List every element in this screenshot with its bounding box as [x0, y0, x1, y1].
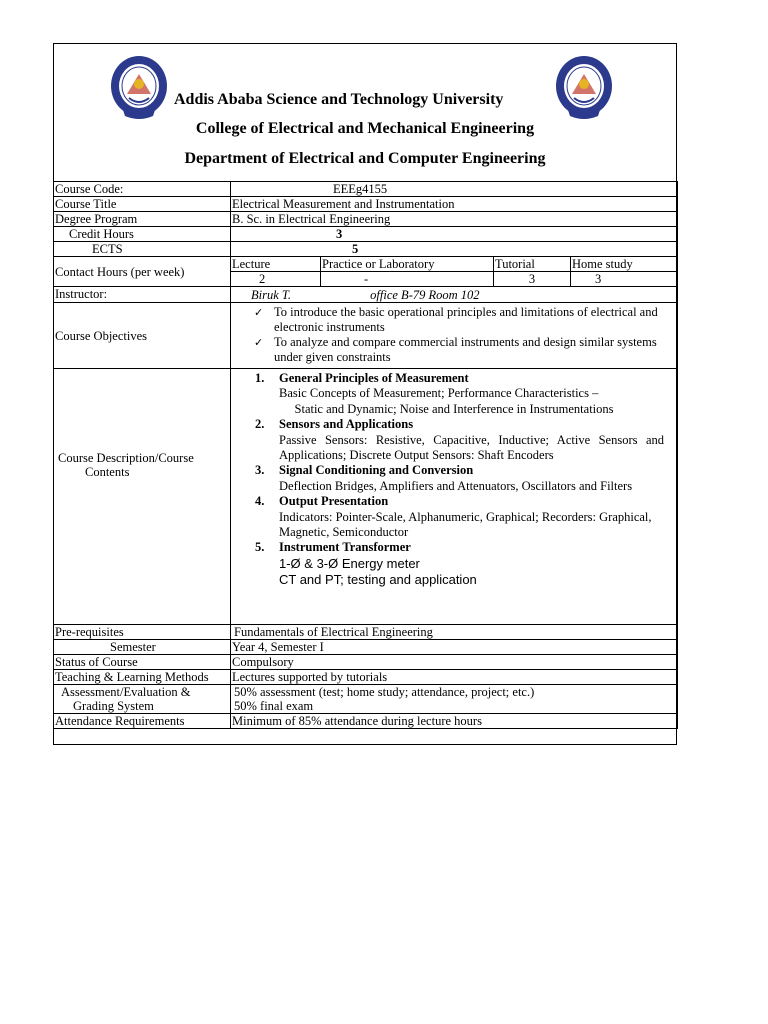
table-row — [54, 714, 678, 729]
contact-header-lecture: Lecture — [231, 257, 321, 272]
table-row — [54, 257, 678, 272]
contact-hours-label: Contact Hours (per week) — [54, 257, 231, 287]
degree-program-label: Degree Program — [54, 212, 231, 227]
instructor-office: office B-79 Room 102 — [370, 288, 480, 302]
course-title-label: Course Title — [54, 197, 231, 212]
course-info-table — [53, 181, 678, 729]
department-name: Department of Electrical and Computer Engineering — [184, 150, 546, 167]
table-row — [54, 287, 678, 303]
assessment-value: 50% assessment (test; home study; attendance, project; etc.) 50% final exam — [231, 685, 678, 714]
course-code-label: Course Code: — [54, 182, 231, 197]
degree-program-value: B. Sc. in Electrical Engineering — [231, 212, 678, 227]
college-name: College of Electrical and Mechanical Engineering — [195, 120, 535, 137]
table-row — [54, 369, 678, 625]
ects-value: 5 — [231, 242, 678, 257]
prerequisites-value: Fundamentals of Electrical Engineering — [231, 625, 678, 640]
table-row — [54, 242, 678, 257]
table-row — [54, 212, 678, 227]
contact-header-practice: Practice or Laboratory — [321, 257, 494, 272]
university-seal-icon — [109, 54, 169, 120]
table-row — [54, 670, 678, 685]
contact-value-tutorial: 3 — [494, 272, 571, 287]
course-objectives-label: Course Objectives — [54, 303, 231, 369]
contact-header-tutorial: Tutorial — [494, 257, 571, 272]
table-row — [54, 227, 678, 242]
list-item: 5. Instrument Transformer 1-Ø & 3-Ø Energy meter CT and PT; testing and application — [255, 540, 477, 587]
document-header — [54, 44, 676, 182]
status-label: Status of Course — [54, 655, 231, 670]
list-item: ✓ To introduce the basic operational principles and limitations of electrical and electronic instruments — [254, 305, 658, 334]
table-row — [54, 625, 678, 640]
list-item: 1. General Principles of Measurement Basic Concepts of Measurement; Performance Characteristics – Static and Dynamic; Noise and Interference in Instrumentations — [255, 371, 614, 416]
course-syllabus-document — [53, 43, 677, 745]
list-item: 2. Sensors and Applications Passive Sensors: Resistive, Capacitive, Inductive; Active Sensors and Applications; Discrete Output Sensors: Shaft Encoders — [255, 417, 665, 463]
instructor-value — [231, 287, 678, 303]
status-value: Compulsory — [231, 655, 678, 670]
attendance-value: Minimum of 85% attendance during lecture hours — [231, 714, 678, 729]
course-objectives-list — [231, 303, 678, 369]
course-title-value: Electrical Measurement and Instrumentation — [231, 197, 678, 212]
table-row — [54, 303, 678, 369]
teaching-methods-value: Lectures supported by tutorials — [231, 670, 678, 685]
table-row — [54, 685, 678, 714]
contact-value-practice: - — [321, 272, 494, 287]
list-item: 3. Signal Conditioning and Conversion Deflection Bridges, Amplifiers and Attenuators, Oscillators and Filters — [255, 463, 633, 493]
contact-value-home-study: 3 — [571, 272, 678, 287]
list-item: 4. Output Presentation Indicators: Pointer-Scale, Alphanumeric, Graphical; Recorders: Graphical, Magnetic, Semiconductor — [255, 494, 652, 540]
check-mark-icon: ✓ — [254, 306, 264, 319]
assessment-label: Assessment/Evaluation & Grading System — [54, 685, 231, 714]
contact-value-lecture: 2 — [231, 272, 321, 287]
attendance-label: Attendance Requirements — [54, 714, 231, 729]
credit-hours-label: Credit Hours — [54, 227, 231, 242]
list-item: ✓ To analyze and compare commercial instruments and design similar systems under given constraints — [254, 335, 657, 364]
semester-label: Semester — [54, 640, 231, 655]
table-row — [54, 182, 678, 197]
teaching-methods-label: Teaching & Learning Methods — [54, 670, 231, 685]
university-seal-icon — [554, 54, 614, 120]
course-code-value: EEEg4155 — [231, 182, 678, 197]
prerequisites-label: Pre-requisites — [54, 625, 231, 640]
credit-hours-value: 3 — [231, 227, 678, 242]
university-name: Addis Ababa Science and Technology University — [174, 91, 504, 108]
table-row — [54, 655, 678, 670]
course-description-label: Course Description/Course Contents — [54, 369, 231, 625]
table-row — [54, 197, 678, 212]
ects-label: ECTS — [54, 242, 231, 257]
table-row — [54, 640, 678, 655]
instructor-name: Biruk T. — [251, 288, 292, 302]
semester-value: Year 4, Semester I — [231, 640, 678, 655]
course-contents-list — [231, 369, 678, 625]
instructor-label: Instructor: — [54, 287, 231, 303]
contact-header-home-study: Home study — [571, 257, 678, 272]
check-mark-icon: ✓ — [254, 336, 264, 349]
